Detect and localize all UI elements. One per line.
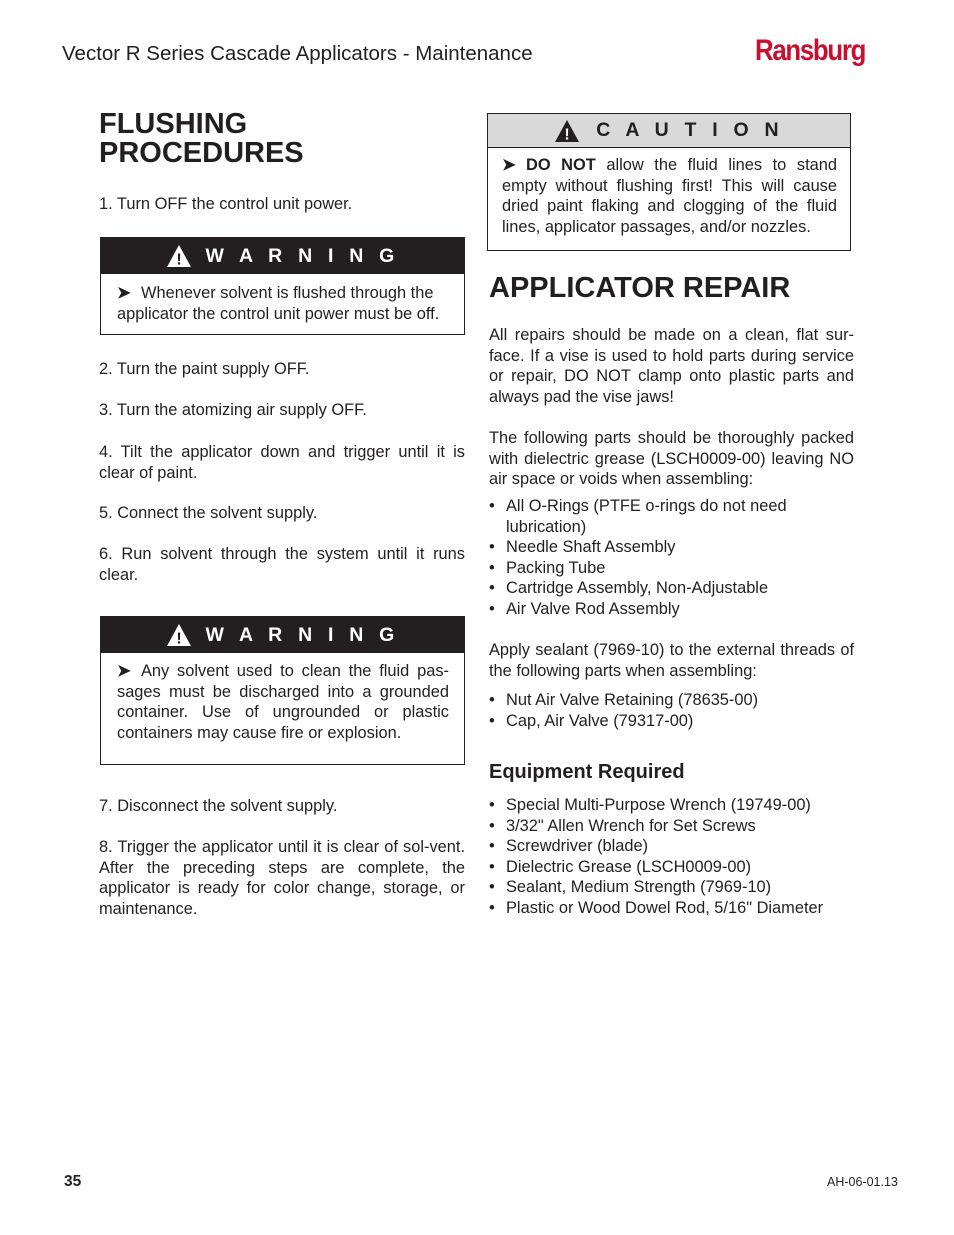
- caution-bold-text: DO NOT: [526, 156, 596, 174]
- equipment-list: [489, 795, 854, 919]
- brand-logo: Ransburg: [755, 34, 866, 67]
- header-title: Vector R Series Cascade Applicators - Maintenance: [62, 42, 533, 65]
- repair-para-3: Apply sealant (7969-10) to the external threads of the following parts when assembling:: [489, 641, 854, 680]
- warning-triangle-icon: [166, 623, 192, 647]
- list-item: • Screwdriver (blade): [489, 836, 854, 857]
- chevron-right-icon: ➤: [117, 662, 131, 680]
- repair-para-2: The following parts should be thoroughly packed with dielectric grease (LSCH0009-00) leaving NO air space or voids when assembling:: [489, 429, 854, 489]
- step-1: 1. Turn OFF the control unit power.: [99, 195, 353, 213]
- warning-label-1: W A R N I N G: [205, 244, 400, 267]
- warning-box-1: [100, 237, 465, 335]
- warning-text-1: Whenever solvent is flushed through the applicator the control unit power must be off.: [117, 284, 440, 323]
- svg-text:!: !: [175, 630, 182, 647]
- step-8: 8. Trigger the applicator until it is clear of sol-vent. After the preceding steps are complete, the applicator is ready for color change, storage, or maintenance.: [99, 838, 465, 918]
- list-item: • Plastic or Wood Dowel Rod, 5/16" Diameter: [489, 898, 854, 919]
- page-number: 35: [64, 1173, 82, 1190]
- repair-heading: APPLICATOR REPAIR: [489, 272, 791, 304]
- list-item: • All O-Rings (PTFE o-rings do not need lubrication): [489, 496, 854, 537]
- chevron-right-icon: ➤: [502, 156, 516, 174]
- step-3: 3. Turn the atomizing air supply OFF.: [99, 401, 367, 419]
- warning-body-2: [101, 653, 464, 743]
- step-4: 4. Tilt the applicator down and trigger until it is clear of paint.: [99, 443, 465, 482]
- list-item: • Air Valve Rod Assembly: [489, 599, 854, 620]
- warning-text-2: Any solvent used to clean the fluid pas-sages must be discharged into a grounded container. Use of ungrounded or plastic containers may cause fire or explosion.: [117, 662, 449, 742]
- caution-header: [488, 114, 850, 148]
- flushing-heading: [99, 110, 304, 168]
- list-item: • Cap, Air Valve (79317-00): [489, 711, 854, 732]
- svg-text:!: !: [564, 126, 570, 143]
- chevron-right-icon: ➤: [117, 284, 131, 302]
- list-item: • Packing Tube: [489, 558, 854, 579]
- list-item: • 3/32" Allen Wrench for Set Screws: [489, 816, 854, 837]
- flushing-heading-line1: FLUSHING: [99, 108, 248, 140]
- step-6: 6. Run solvent through the system until it runs clear.: [99, 545, 465, 584]
- list-item: • Special Multi-Purpose Wrench (19749-00): [489, 795, 854, 816]
- warning-triangle-icon: [166, 244, 192, 268]
- grease-parts-list: [489, 496, 854, 620]
- caution-box: [487, 113, 851, 251]
- flushing-heading-line2: PROCEDURES: [99, 137, 304, 169]
- step-5: 5. Connect the solvent supply.: [99, 504, 318, 522]
- step-7: 7. Disconnect the solvent supply.: [99, 797, 338, 815]
- list-item: • Dielectric Grease (LSCH0009-00): [489, 857, 854, 878]
- caution-label: C A U T I O N: [596, 119, 784, 141]
- caution-body: [488, 148, 850, 237]
- caution-text: allow the fluid lines to stand empty without flushing first! This will cause dried paint flaking and clogging of the fluid lines, applicator passages, and/or nozzles.: [502, 156, 837, 236]
- list-item: • Sealant, Medium Strength (7969-10): [489, 877, 854, 898]
- warning-body-1: [101, 274, 464, 324]
- caution-triangle-icon: [554, 119, 580, 143]
- sealant-parts-list: [489, 690, 854, 731]
- step-2: 2. Turn the paint supply OFF.: [99, 360, 310, 378]
- svg-text:!: !: [175, 251, 182, 268]
- list-item: • Needle Shaft Assembly: [489, 537, 854, 558]
- list-item: • Nut Air Valve Retaining (78635-00): [489, 690, 854, 711]
- document-code: AH-06-01.13: [827, 1175, 898, 1189]
- list-item: • Cartridge Assembly, Non-Adjustable: [489, 578, 854, 599]
- warning-header-1: [101, 238, 464, 274]
- warning-header-2: [101, 617, 464, 653]
- equipment-heading: Equipment Required: [489, 761, 685, 783]
- warning-label-2: W A R N I N G: [205, 623, 400, 646]
- warning-box-2: [100, 616, 465, 765]
- repair-para-1: All repairs should be made on a clean, flat sur-face. If a vise is used to hold parts during service or repair, DO NOT clamp onto plastic parts and always pad the vise jaws!: [489, 326, 854, 406]
